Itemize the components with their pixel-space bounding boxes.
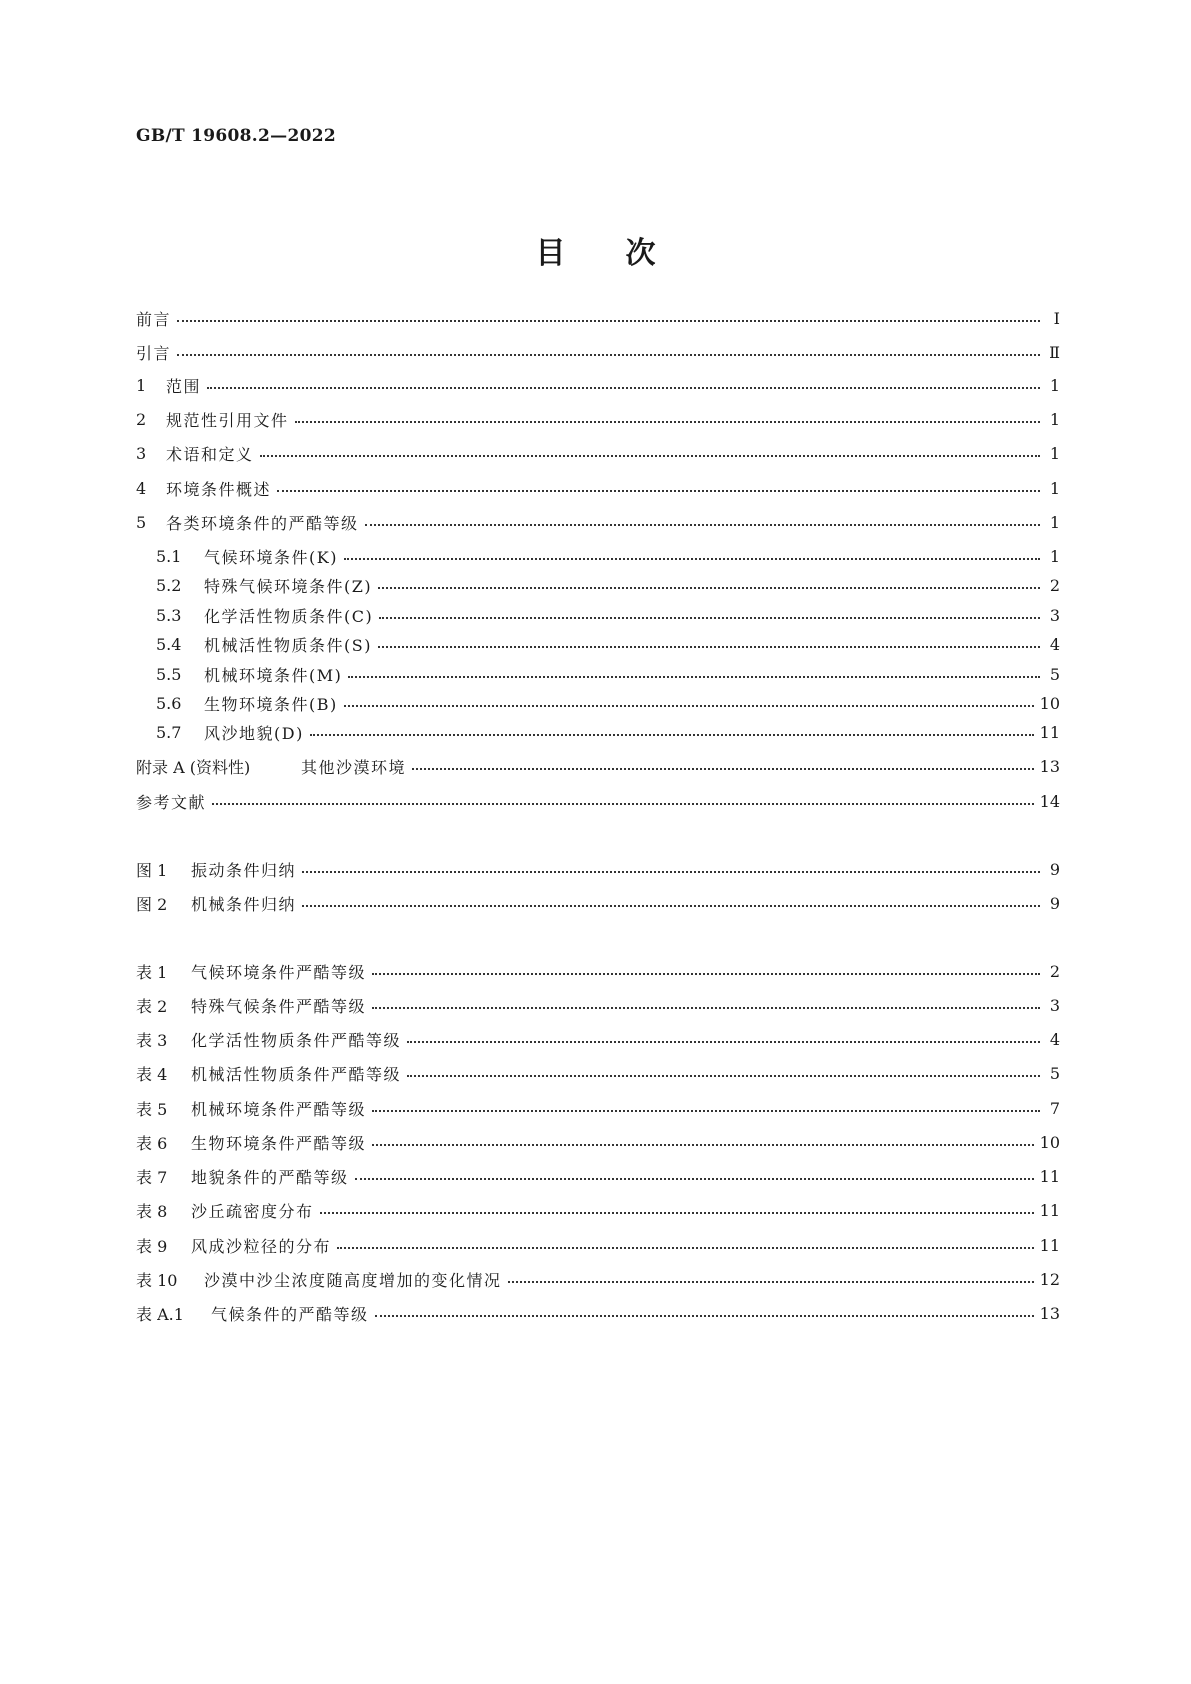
toc-entry-text: 生物环境条件(B)	[204, 694, 338, 714]
toc-entry-table-7[interactable]	[136, 1164, 1060, 1188]
toc-entry-page: 9	[1049, 893, 1060, 913]
leader-dots	[365, 523, 1040, 526]
leader-dots	[310, 733, 1034, 736]
toc-entry-page: 1	[1049, 512, 1060, 532]
leader-dots	[355, 1177, 1034, 1180]
toc-entry-text: 前言	[136, 309, 172, 329]
toc-entry-number: 5.2	[156, 575, 182, 595]
toc-entry-text: 特殊气候环境条件(Z)	[204, 576, 373, 596]
toc-entry-number: 表 7	[136, 1167, 168, 1187]
toc-entry-table-9[interactable]	[136, 1233, 1060, 1257]
toc-entry-table-a1[interactable]	[136, 1301, 1060, 1325]
toc-entry-page: 2	[1049, 961, 1060, 981]
leader-dots	[177, 353, 1040, 356]
toc-entry-scope[interactable]	[136, 373, 1060, 397]
toc-entry-text: 气候环境条件严酷等级	[191, 962, 367, 982]
toc-entry-number: 表 A.1	[136, 1304, 184, 1324]
toc-entry-page: 9	[1049, 859, 1060, 879]
toc-entry-number: 5.1	[156, 546, 182, 566]
toc-entry-text: 气候环境条件(K)	[204, 547, 338, 567]
leader-dots	[378, 645, 1040, 648]
toc-entry-page: 1	[1049, 478, 1060, 498]
toc-entry-foreword[interactable]	[136, 306, 1060, 330]
toc-entry-number: 表 2	[136, 996, 168, 1016]
toc-entry-text: 各类环境条件的严酷等级	[166, 513, 359, 533]
toc-entry-text: 化学活性物质条件(C)	[204, 606, 374, 626]
toc-entry-page: 4	[1049, 1029, 1060, 1049]
toc-entry-table-1[interactable]	[136, 959, 1060, 983]
toc-entry-page: 1	[1049, 443, 1060, 463]
standard-code: GB/T 19608.2—2022	[136, 126, 336, 146]
toc-entry-5-2[interactable]	[156, 573, 1060, 597]
toc-entry-page: 4	[1049, 634, 1060, 654]
toc-entry-number: 图 2	[136, 894, 168, 914]
toc-entry-text: 地貌条件的严酷等级	[191, 1167, 349, 1187]
leader-dots	[302, 904, 1040, 907]
toc-entry-page: 5	[1049, 664, 1060, 684]
toc-entry-number: 5.7	[156, 722, 182, 742]
leader-dots	[177, 319, 1040, 322]
toc-entry-number: 5.5	[156, 664, 182, 684]
leader-dots	[379, 616, 1040, 619]
toc-entry-number: 表 6	[136, 1133, 168, 1153]
toc-entry-number: 5	[136, 512, 147, 532]
leader-dots	[348, 675, 1040, 678]
toc-entry-table-8[interactable]	[136, 1198, 1060, 1222]
toc-entry-number: 表 1	[136, 962, 168, 982]
toc-entry-overview[interactable]	[136, 476, 1060, 500]
toc-entry-number: 表 3	[136, 1030, 168, 1050]
toc-entry-text: 特殊气候条件严酷等级	[191, 996, 367, 1016]
toc-entry-5-3[interactable]	[156, 603, 1060, 627]
toc-entry-table-4[interactable]	[136, 1061, 1060, 1085]
toc-entry-page: 13	[1039, 1303, 1060, 1323]
leader-dots	[508, 1280, 1034, 1283]
toc-entry-introduction[interactable]	[136, 340, 1060, 364]
toc-entry-table-3[interactable]	[136, 1027, 1060, 1051]
leader-dots	[372, 1143, 1034, 1146]
toc-entry-page: Ⅰ	[1053, 308, 1060, 328]
toc-entry-text: 参考文献	[136, 792, 207, 812]
toc-entry-text: 沙丘疏密度分布	[191, 1201, 314, 1221]
leader-dots	[277, 489, 1040, 492]
leader-dots	[378, 586, 1040, 589]
leader-dots	[375, 1314, 1034, 1317]
toc-entry-severity-grades[interactable]	[136, 510, 1060, 534]
toc-entry-text: 其他沙漠环境	[301, 757, 407, 777]
toc-entry-terms-definitions[interactable]	[136, 441, 1060, 465]
toc-entry-page: 11	[1039, 1166, 1060, 1186]
leader-dots	[372, 1109, 1040, 1112]
toc-entry-page: 14	[1039, 791, 1060, 811]
toc-entry-page: 10	[1039, 1132, 1060, 1152]
toc-entry-annex-a[interactable]	[136, 754, 1060, 778]
toc-entry-page: 1	[1049, 546, 1060, 566]
toc-entry-page: 5	[1049, 1063, 1060, 1083]
toc-entry-5-1[interactable]	[156, 544, 1060, 568]
toc-entry-text: 规范性引用文件	[166, 410, 289, 430]
leader-dots	[344, 557, 1040, 560]
toc-entry-page: Ⅱ	[1049, 342, 1060, 362]
leader-dots	[212, 802, 1034, 805]
toc-entry-number: 表 10	[136, 1270, 178, 1290]
toc-entry-text: 机械活性物质条件严酷等级	[191, 1064, 402, 1084]
toc-entry-text: 环境条件概述	[166, 479, 272, 499]
toc-entry-text: 气候条件的严酷等级	[211, 1304, 369, 1324]
toc-entry-page: 2	[1049, 575, 1060, 595]
leader-dots	[372, 972, 1040, 975]
leader-dots	[302, 870, 1040, 873]
toc-entry-5-6[interactable]	[156, 691, 1060, 715]
toc-entry-page: 7	[1049, 1098, 1060, 1118]
toc-entry-text: 沙漠中沙尘浓度随高度增加的变化情况	[204, 1270, 502, 1290]
toc-entry-text: 机械活性物质条件(S)	[204, 635, 372, 655]
toc-entry-table-2[interactable]	[136, 993, 1060, 1017]
toc-entry-text: 术语和定义	[166, 444, 254, 464]
toc-entry-number: 表 8	[136, 1201, 168, 1221]
toc-entry-number: 1	[136, 375, 147, 395]
toc-entry-number: 3	[136, 443, 147, 463]
toc-entry-figure-1[interactable]	[136, 857, 1060, 881]
leader-dots	[412, 767, 1034, 770]
toc-entry-text: 风成沙粒径的分布	[191, 1236, 332, 1256]
toc-entry-text: 风沙地貌(D)	[204, 723, 304, 743]
toc-entry-text: 机械环境条件严酷等级	[191, 1099, 367, 1119]
toc-title	[0, 228, 1191, 272]
toc-entry-bibliography[interactable]	[136, 789, 1060, 813]
toc-entry-page: 3	[1049, 995, 1060, 1015]
toc-title-part2: 次	[625, 236, 656, 271]
toc-entry-number: 5.4	[156, 634, 182, 654]
toc-entry-number: 5.6	[156, 693, 182, 713]
toc-entry-number: 表 5	[136, 1099, 168, 1119]
leader-dots	[372, 1006, 1040, 1009]
toc-entry-page: 10	[1039, 693, 1060, 713]
toc-entry-figure-2[interactable]	[136, 891, 1060, 915]
toc-entry-number: 表 9	[136, 1236, 168, 1256]
toc-entry-text: 振动条件归纳	[191, 860, 297, 880]
toc-entry-page: 1	[1049, 375, 1060, 395]
toc-entry-page: 11	[1039, 1200, 1060, 1220]
toc-entry-page: 13	[1039, 756, 1060, 776]
toc-entry-5-7[interactable]	[156, 720, 1060, 744]
toc-entry-page: 11	[1039, 722, 1060, 742]
leader-dots	[207, 386, 1040, 389]
toc-entry-number: 表 4	[136, 1064, 168, 1084]
leader-dots	[295, 420, 1040, 423]
toc-entry-page: 11	[1039, 1235, 1060, 1255]
toc-entry-number: 5.3	[156, 605, 182, 625]
toc-entry-normative-references[interactable]	[136, 407, 1060, 431]
toc-entry-5-5[interactable]	[156, 662, 1060, 686]
toc-entry-table-10[interactable]	[136, 1267, 1060, 1291]
toc-entry-text: 机械环境条件(M)	[204, 665, 343, 685]
toc-entry-table-5[interactable]	[136, 1096, 1060, 1120]
toc-entry-number: 图 1	[136, 860, 168, 880]
toc-entry-number: 附录 A (资料性)	[136, 757, 251, 777]
toc-title-part1: 目	[535, 236, 566, 271]
toc-entry-number: 2	[136, 409, 147, 429]
toc-entry-page: 3	[1049, 605, 1060, 625]
leader-dots	[260, 454, 1040, 457]
leader-dots	[407, 1040, 1040, 1043]
toc-entry-text: 化学活性物质条件严酷等级	[191, 1030, 402, 1050]
toc-entry-5-4[interactable]	[156, 632, 1060, 656]
leader-dots	[320, 1211, 1034, 1214]
toc-entry-text: 生物环境条件严酷等级	[191, 1133, 367, 1153]
toc-entry-number: 4	[136, 478, 147, 498]
leader-dots	[407, 1074, 1040, 1077]
leader-dots	[337, 1246, 1034, 1249]
toc-entry-text: 机械条件归纳	[191, 894, 297, 914]
toc-entry-table-6[interactable]	[136, 1130, 1060, 1154]
toc-entry-text: 范围	[166, 376, 202, 396]
toc-entry-page: 1	[1049, 409, 1060, 429]
toc-entry-page: 12	[1039, 1269, 1060, 1289]
toc-entry-text: 引言	[136, 343, 172, 363]
leader-dots	[344, 704, 1034, 707]
